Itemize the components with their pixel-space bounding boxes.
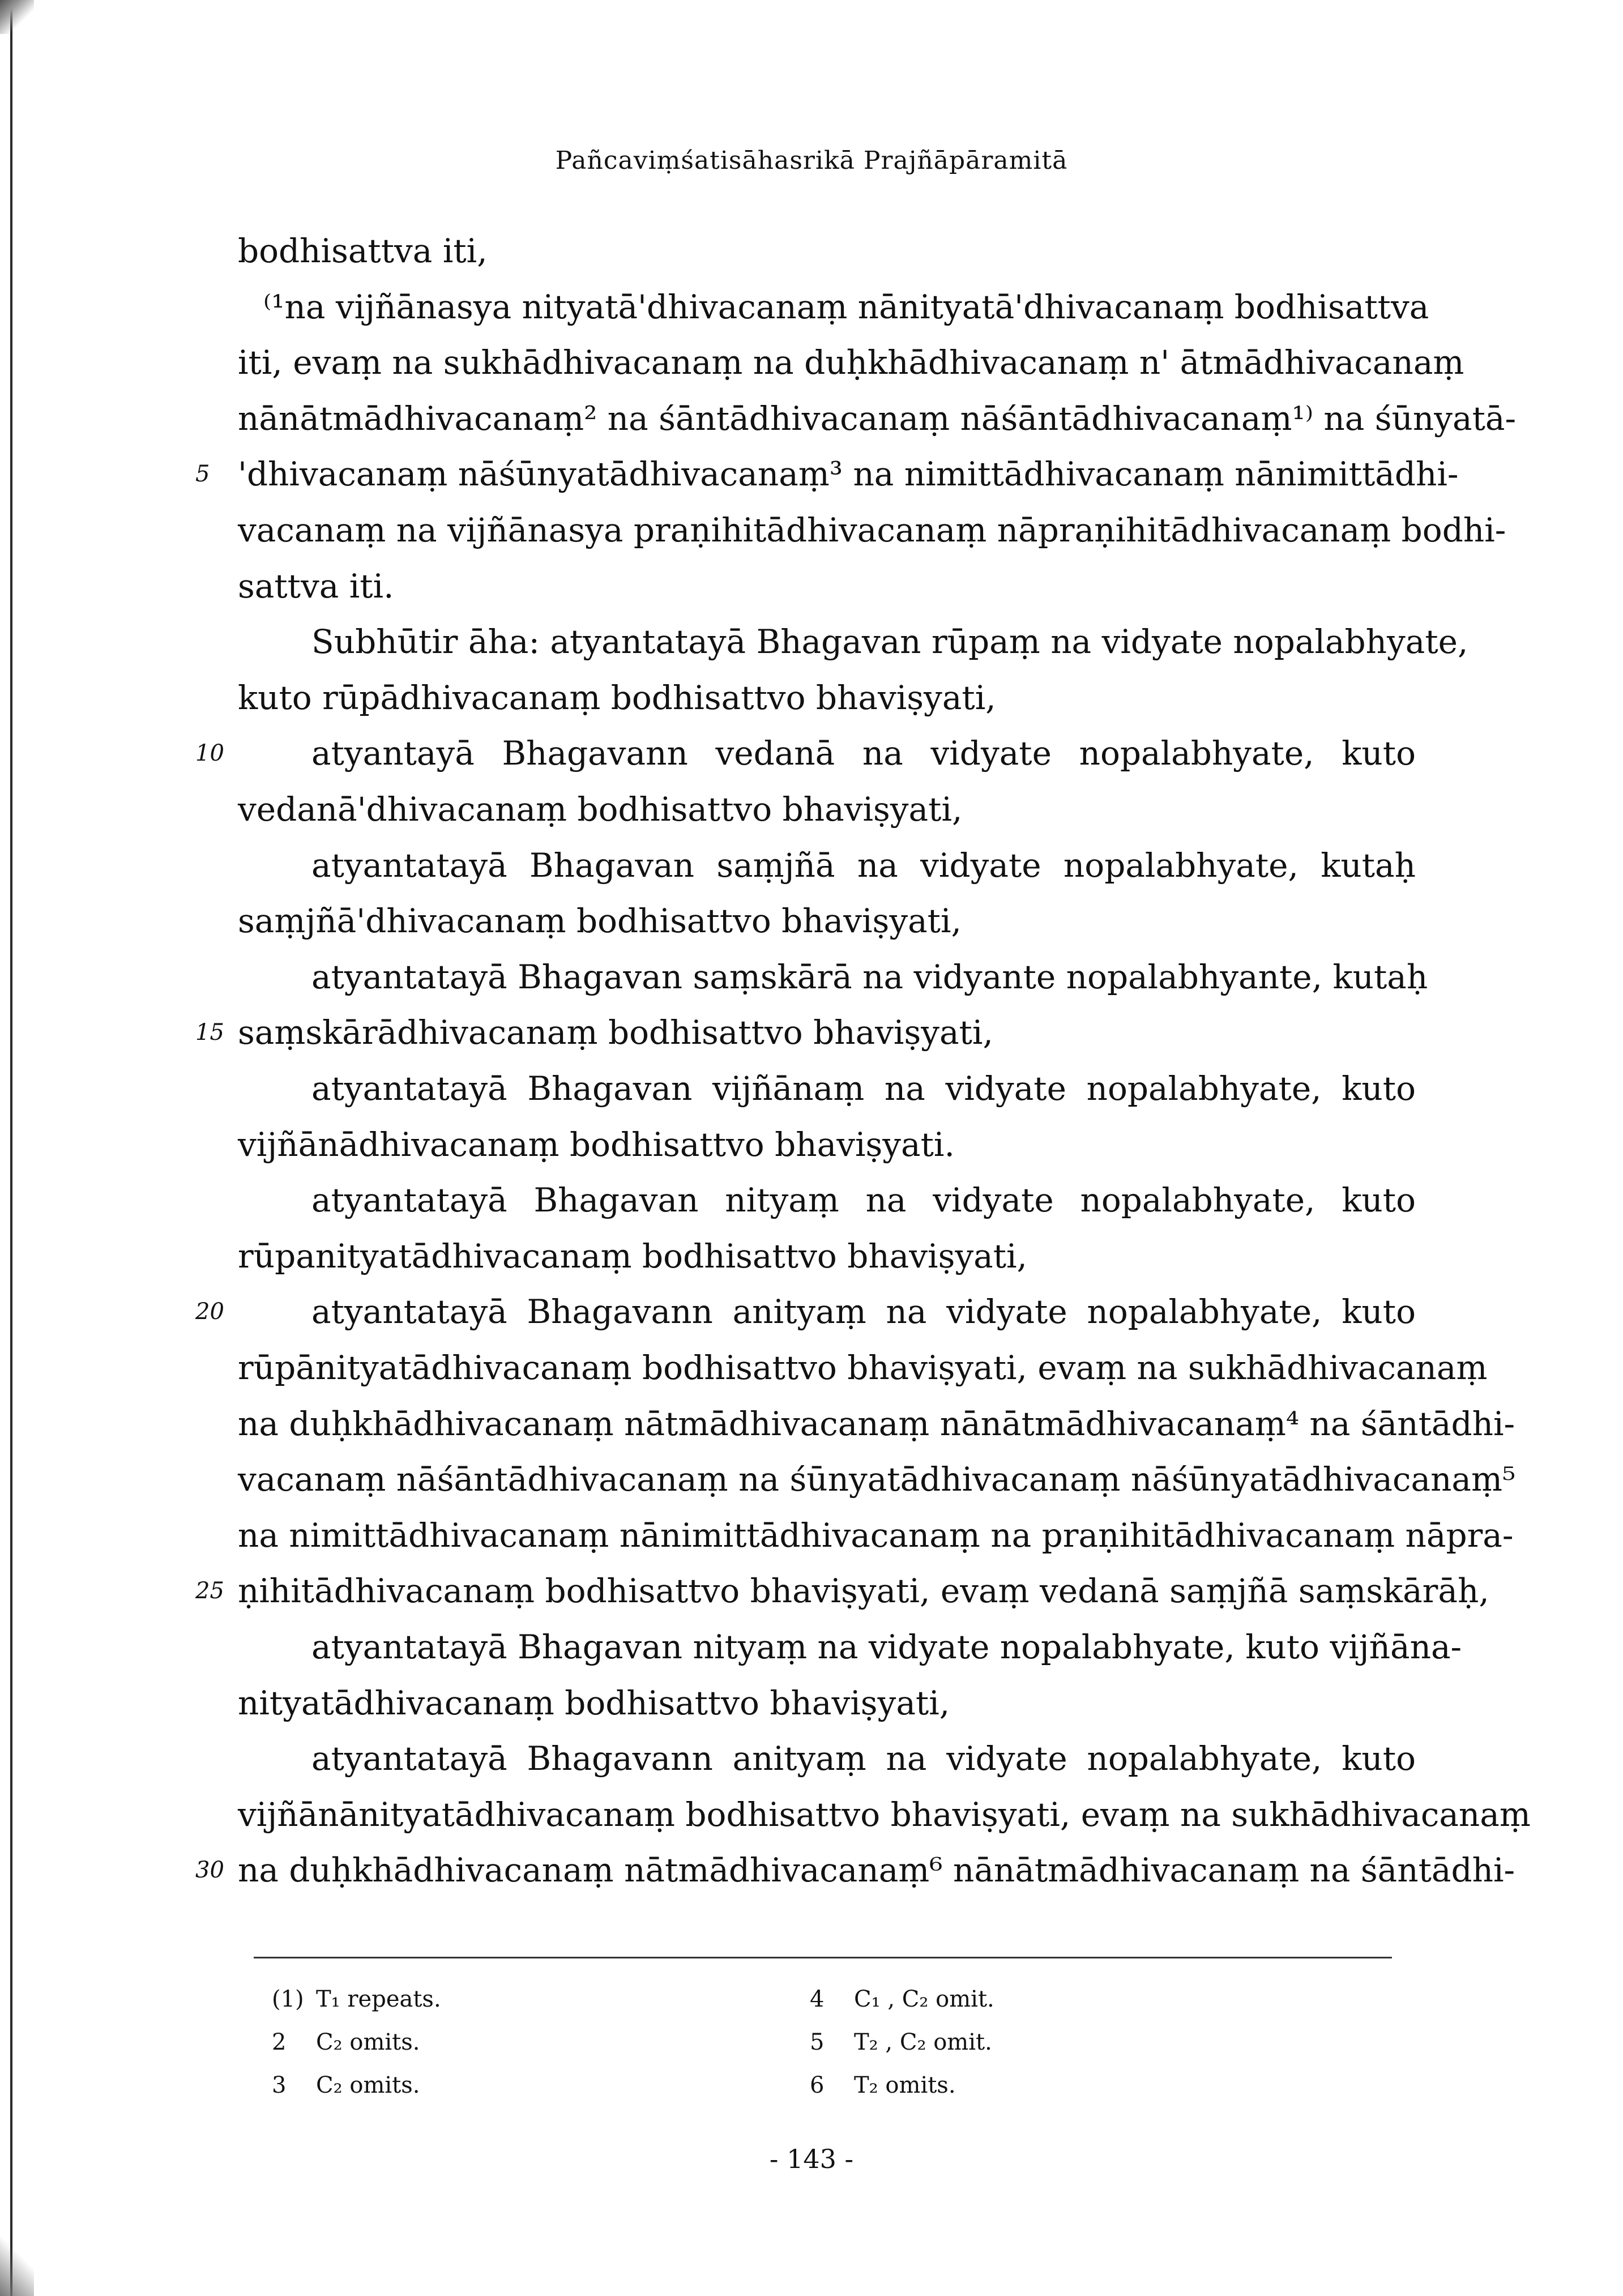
footnote-text: T₂ , C₂ omit. <box>854 2029 992 2055</box>
text-line: sattva iti. <box>238 566 394 605</box>
text-line: atyantatayā Bhagavan nityaṃ na vidyate nopalabhyate, kuto <box>311 1181 1416 1220</box>
text-line: vacanaṃ na vijñānasya praṇihitādhivacanaṃ nāpraṇihitādhivacanaṃ bodhi- <box>238 511 1506 549</box>
line-number: 5 <box>195 461 210 488</box>
text-line: iti, evaṃ na sukhādhivacanaṃ na duḥkhādhivacanaṃ n' ātmādhivacanaṃ <box>238 343 1464 382</box>
text-line: ṇihitādhivacanaṃ bodhisattvo bhaviṣyati, evaṃ vedanā saṃjñā saṃskārāḥ, <box>238 1572 1489 1611</box>
text-line: rūpanityatādhivacanaṃ bodhisattvo bhaviṣyati, <box>238 1236 1027 1275</box>
footnote-text: C₂ omits. <box>316 2029 420 2055</box>
footnote-text: T₂ omits. <box>854 2072 956 2098</box>
text-line: atyantatayā Bhagavan nityaṃ na vidyate nopalabhyate, kuto vijñāna- <box>311 1628 1462 1666</box>
text-line: atyantatayā Bhagavann anityaṃ na vidyate nopalabhyate, kuto <box>311 1739 1416 1778</box>
text-line: atyantayā Bhagavann vedanā na vidyate nopalabhyate, kuto <box>311 734 1416 773</box>
text-line: na nimittādhivacanaṃ nānimittādhivacanaṃ na praṇihitādhivacanaṃ nāpra- <box>238 1516 1514 1555</box>
footnote <box>272 2028 420 2056</box>
footnote-text: T₁ repeats. <box>316 1986 441 2012</box>
text-line: saṃjñā'dhivacanaṃ bodhisattvo bhaviṣyati, <box>238 902 962 941</box>
line-number: 25 <box>195 1578 224 1604</box>
footnote <box>272 2071 420 2099</box>
text-line: vijñānādhivacanaṃ bodhisattvo bhaviṣyati. <box>238 1125 955 1164</box>
footnote-text: C₁ , C₂ omit. <box>854 1986 994 2012</box>
text-line: ⁽¹na vijñānasya nityatā'dhivacanaṃ nānityatā'dhivacanaṃ bodhisattva <box>263 287 1429 326</box>
text-line: kuto rūpādhivacanaṃ bodhisattvo bhaviṣyati, <box>238 678 996 717</box>
footnote-number: 6 <box>810 2072 825 2098</box>
running-head: Pañcaviṃśatisāhasrikā Prajñāpāramitā <box>555 146 1068 175</box>
text-line: nānātmādhivacanaṃ² na śāntādhivacanaṃ nāśāntādhivacanaṃ¹⁾ na śūnyatā- <box>238 399 1517 438</box>
footnote <box>810 1985 994 2013</box>
text-line: Subhūtir āha: atyantatayā Bhagavan rūpaṃ na vidyate nopalabhyate, <box>311 622 1468 662</box>
text-line: rūpānityatādhivacanaṃ bodhisattvo bhaviṣyati, evaṃ na sukhādhivacanaṃ <box>238 1348 1488 1387</box>
footnote-number: 2 <box>272 2029 287 2055</box>
footnote-number: 3 <box>272 2072 287 2098</box>
line-number: 30 <box>195 1857 224 1884</box>
text-line: vedanā'dhivacanaṃ bodhisattvo bhaviṣyati, <box>238 790 963 829</box>
footnote <box>810 2071 956 2099</box>
footnote-text: C₂ omits. <box>316 2072 420 2098</box>
footnote-rule <box>254 1957 1392 1958</box>
footnote <box>272 1985 441 2013</box>
text-line: atyantatayā Bhagavan saṃskārā na vidyante nopalabhyante, kutaḥ <box>311 957 1428 996</box>
text-line: saṃskārādhivacanaṃ bodhisattvo bhaviṣyati, <box>238 1013 993 1052</box>
line-number: 20 <box>195 1299 224 1325</box>
text-line: bodhisattva iti, <box>238 232 488 270</box>
text-line: nityatādhivacanaṃ bodhisattvo bhaviṣyati, <box>238 1683 950 1722</box>
footnote-number: (1) <box>272 1986 304 2012</box>
text-line: vijñānānityatādhivacanaṃ bodhisattvo bhaviṣyati, evaṃ na sukhādhivacanaṃ <box>238 1795 1531 1834</box>
page-number: - 143 - <box>769 2144 854 2174</box>
scan-corner-shadow-bottom <box>0 2228 34 2296</box>
text-line: atyantatayā Bhagavan vijñānaṃ na vidyate nopalabhyate, kuto <box>311 1069 1416 1108</box>
footnote <box>810 2028 992 2056</box>
text-line: atyantatayā Bhagavann anityaṃ na vidyate nopalabhyate, kuto <box>311 1292 1416 1331</box>
text-line: atyantatayā Bhagavan saṃjñā na vidyate nopalabhyate, kutaḥ <box>311 846 1416 885</box>
footnote-number: 4 <box>810 1986 825 2012</box>
text-line: na duḥkhādhivacanaṃ nātmādhivacanaṃ⁶ nānātmādhivacanaṃ na śāntādhi- <box>238 1851 1515 1890</box>
footnote-number: 5 <box>810 2029 825 2055</box>
line-number: 15 <box>195 1019 224 1046</box>
text-line: 'dhivacanaṃ nāśūnyatādhivacanaṃ³ na nimittādhivacanaṃ nānimittādhi- <box>238 455 1459 494</box>
scan-binding-edge <box>10 0 12 2296</box>
text-line: vacanaṃ nāśāntādhivacanaṃ na śūnyatādhivacanaṃ nāśūnyatādhivacanaṃ⁵ <box>238 1460 1516 1499</box>
scan-corner-shadow <box>0 0 34 34</box>
text-line: na duḥkhādhivacanaṃ nātmādhivacanaṃ nānātmādhivacanaṃ⁴ na śāntādhi- <box>238 1404 1515 1443</box>
line-number: 10 <box>195 740 224 767</box>
